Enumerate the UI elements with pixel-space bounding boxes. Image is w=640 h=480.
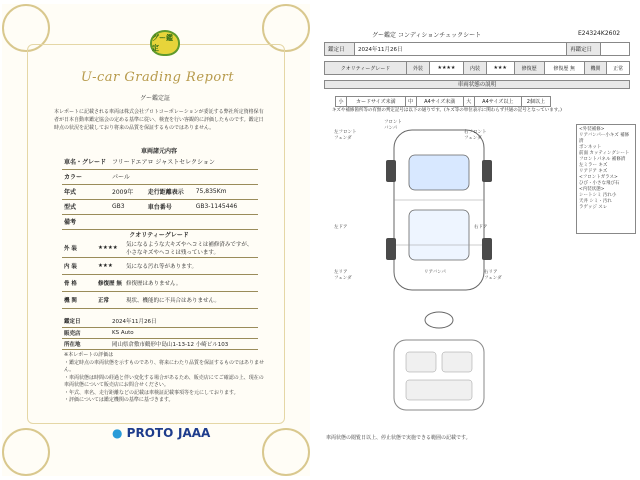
exterior-notes-box: <外装補修> リアバンパー小キズ 補修済 ボンネット 前面 カッティングシート フロントパネル 補修済 左ミラー キズ リアドア キズ <フロントガラス> ひび・小さな飛び石 <内装状態> シートシミ 汚れ小 天井 シミ・汚れ ラゲッジ スレ xyxy=(576,124,636,234)
diagram-label: リアバンパ xyxy=(424,270,446,275)
diagram-labels xyxy=(324,120,554,420)
table-row: 販売店 KS Auto xyxy=(62,327,258,338)
table-row: 鑑定日 2024年11月26日 再鑑定日 xyxy=(325,43,630,56)
legend-text: キズや補修箇所等の有無の判定記号は以下の通りです。(キズ等の単位表示に関わらず共通の記号となっています。) xyxy=(332,108,562,113)
condition-section-title: 車両状態の説明 xyxy=(324,80,630,89)
sheet-id: E24324K2602 xyxy=(578,30,621,37)
table-row: 所在地 岡山県倉敷市鶴形中島山1-13-12 小崎ビル103 xyxy=(62,338,258,349)
ornament-corner xyxy=(262,428,310,476)
appraisal-date-table xyxy=(324,42,630,56)
diagram-label: 右フロント フェンダ xyxy=(464,130,487,141)
size-legend-table xyxy=(335,96,551,107)
quality-grade-title: クオリティーグレード xyxy=(129,232,189,239)
table-row: 鑑定日 2024年11月26日 xyxy=(62,316,258,327)
appraisal-details-table xyxy=(62,316,258,350)
jaaa-logo: JAAA xyxy=(178,426,211,440)
vehicle-section-title: 車両諸元内容 xyxy=(140,148,177,155)
table-row: 機 関 正常 現状、機能的に不具合はありません。 xyxy=(62,291,258,308)
table-row: 内 装 ★★★ 気になる汚れ等があります。 xyxy=(62,257,258,274)
certificate-notes: ※本レポートの評価は ・鑑定時点の車両状態を示すものであり、将来にわたり品質を保証するものではありません。 ・車両状態は時間の経過と伴い変化する場合があるため、販売店にてご確認の上、現在の車両状態について販売店にお問合せください。 ・年式、車名、走行距離などの記載は車検証記載事項等を元にしております。 ・評価については鑑定機関の基準に基づきます。 xyxy=(64,352,265,403)
diagram-label: 左フロント フェンダ xyxy=(334,130,357,141)
ornament-corner xyxy=(2,428,50,476)
table-row: クオリティーグレード 外装 ★★★★ 内装 ★★★ 修復歴 修復歴 無 機関 正常 xyxy=(325,62,630,75)
goo-kantei-logo: グー鑑定 xyxy=(150,30,180,56)
diagram-label: フロント バンパ xyxy=(384,120,402,131)
table-row: 骨 格 修復歴 無 修復歴はありません。 xyxy=(62,274,258,291)
table-row: 備考 xyxy=(62,214,258,229)
diagram-label: 右ドア xyxy=(474,225,488,230)
diagram-label: 左リア フェンダ xyxy=(334,270,352,281)
table-row: 小 カードサイズ未満 中 A4サイズ未満 大 A4サイズ以上 2個以上 xyxy=(336,97,551,107)
vehicle-specs-table xyxy=(62,154,258,230)
table-row: 外 装 ★★★★ 気になるような大キズやヘコミは補修済みですが、小さなキズやヘコミは残っています。 xyxy=(62,240,258,257)
proto-logo: ● PROTO xyxy=(112,426,174,440)
table-row: カラー パール xyxy=(62,169,258,184)
table-row: 車名・グレード フリードエアロ ジャストセレクション xyxy=(62,154,258,169)
diagram-label: 右リア フェンダ xyxy=(484,270,502,281)
certificate-title: U-car Grading Report xyxy=(80,70,235,85)
sheet-footer: 車両状態の閲覧日以上、停止状態で実施できる範囲の記載です。 xyxy=(326,435,471,441)
quality-grade-summary xyxy=(324,61,630,75)
certificate-subtitle: グー鑑定証 xyxy=(139,95,170,102)
diagram-label: 左ドア xyxy=(334,225,348,230)
quality-grade-table xyxy=(62,240,258,309)
table-row: 型式 GB3 車台番号 GB3-1145446 xyxy=(62,199,258,214)
table-row: 年式 2009年 走行距離表示 75,835Km xyxy=(62,184,258,199)
sheet-title: グー鑑定 コンディションチェックシート xyxy=(372,32,482,39)
certificate-paragraph: 本レポートに記載される車両は株式会社プロトコーポレーションが委託する弊社所定資格保有者が日本自動車鑑定協会の定める基準に従い、検査を行い客観的に評価したものです。鑑定日時点の状況を記載しており将来の品質を保証するものではありません。 xyxy=(54,109,264,131)
